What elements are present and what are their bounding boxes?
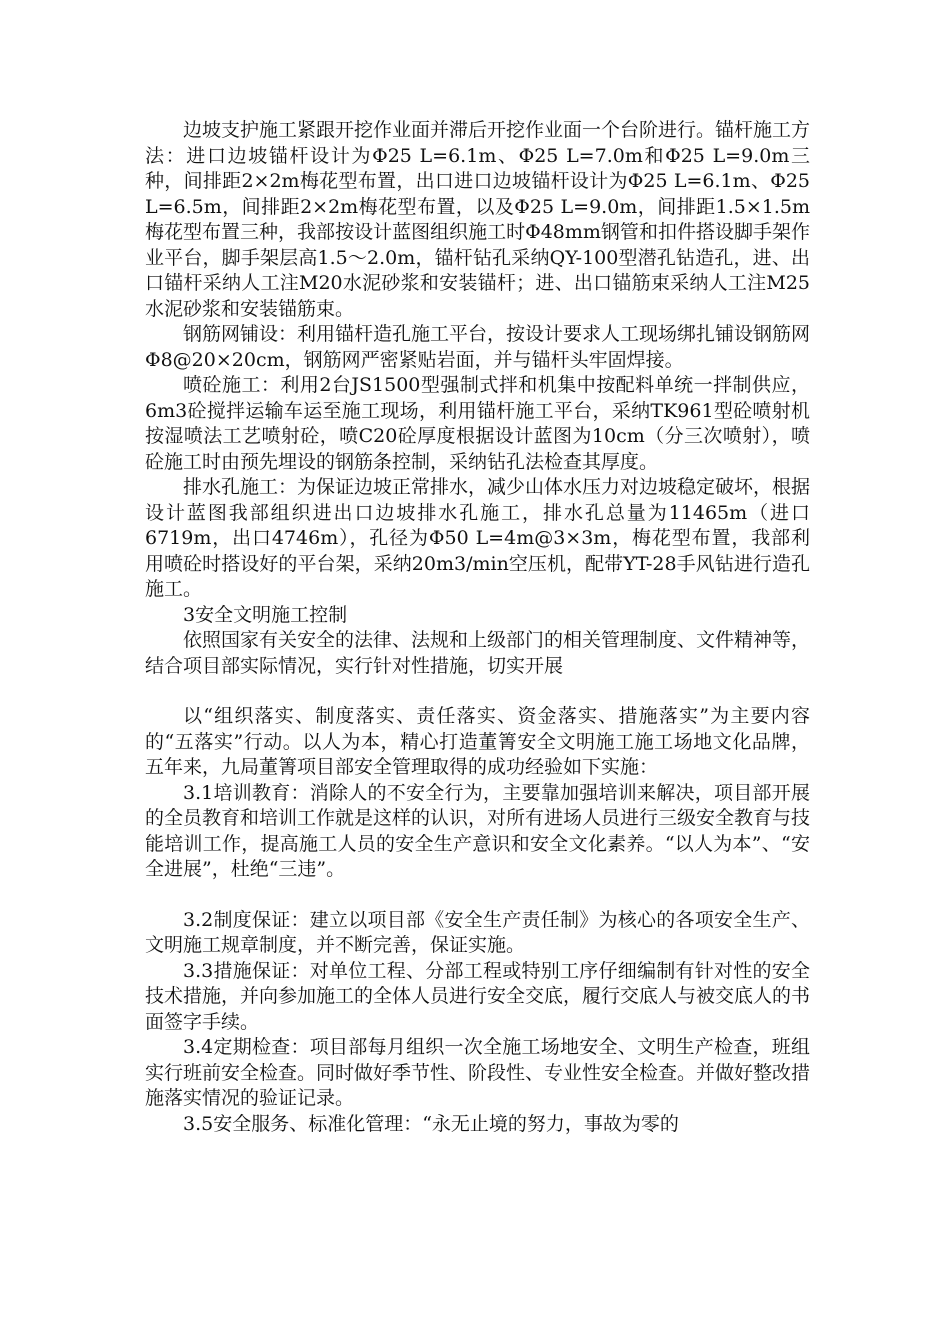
- paragraph-system-guarantee: 3.2制度保证：建立以项目部《安全生产责任制》为核心的各项安全生产、文明施工规章制度，并不断完善，保证实施。: [145, 908, 810, 956]
- paragraph-slope-support: 边坡支护施工紧跟开挖作业面并滞后开挖作业面一个台阶进行。锚杆施工方法：进口边坡锚杆设计为Φ25 L=6.1m、Φ25 L=7.0m和Φ25 L=9.0m三种，间排距2×2m梅花型布置，出口进口边坡锚杆设计为Φ25 L=6.1m、Φ25 L=6.5m，间排距2×2m梅花型布置，以及Φ25 L=9.0m，间排距1.5×1.5m梅花型布置三种，我部按设计蓝图组织施工时Φ48mm钢管和扣件搭设脚手架作业平台，脚手架层高1.5～2.0m，锚杆钻孔采纳QY-100型潜孔钻造孔，进、出口锚杆采纳人工注M20水泥砂浆和安装锚杆；进、出口锚筋束采纳人工注M25水泥砂浆和安装锚筋束。: [145, 119, 811, 320]
- paragraph-safety-service: 3.5安全服务、标准化管理：“永无止境的努力，事故为零的: [183, 1112, 679, 1135]
- document-body: [145, 118, 810, 1137]
- paragraph-steel-mesh: 钢筋网铺设：利用锚杆造孔施工平台，按设计要求人工现场绑扎铺设钢筋网Φ8@20×20cm，钢筋网严密紧贴岩面，并与锚杆头牢固焊接。: [145, 323, 811, 371]
- section-heading-safety: 3安全文明施工控制: [183, 603, 348, 626]
- paragraph-measures-guarantee: 3.3措施保证：对单位工程、分部工程或特别工序仔细编制有针对性的安全技术措施，并向参加施工的全体人员进行安全交底，履行交底人与被交底人的书面签字手续。: [145, 959, 811, 1033]
- paragraph-five-implementations: 以“组织落实、制度落实、责任落实、资金落实、措施落实”为主要内容的“五落实”行动。以人为本，精心打造董箐安全文明施工施工场地文化品牌，五年来，九局董箐项目部安全管理取得的成功经验如下实施：: [145, 705, 810, 778]
- paragraph-training: 3.1培训教育：消除人的不安全行为，主要靠加强培训来解决，项目部开展的全员教育和培训工作就是这样的认识，对所有进场人员进行三级安全教育与技能培训工作，提高施工人员的安全生产意识和安全文化素养。“以人为本”、“安全进展”，杜绝“三违”。: [145, 781, 811, 880]
- paragraph-drainage-holes: 排水孔施工：为保证边坡正常排水，减少山体水压力对边坡稳定破坏，根据设计蓝图我部组织进出口边坡排水孔施工，排水孔总量为11465m（进口6719m，出口4746m），孔径为Φ50 L=4m@3×3m，梅花型布置，我部利用喷砼时搭设好的平台架，采纳20m3/min空压机，配带YT-28手风钻进行造孔施工。: [145, 476, 811, 600]
- paragraph-regular-inspection: 3.4定期检查：项目部每月组织一次全施工场地安全、文明生产检查，班组实行班前安全检查。同时做好季节性、阶段性、专业性安全检查。并做好整改措施落实情况的验证记录。: [145, 1036, 811, 1109]
- paragraph-safety-intro: 依照国家有关安全的法律、法规和上级部门的相关管理制度、文件精神等，结合项目部实际情况，实行针对性措施，切实开展: [145, 629, 811, 677]
- paragraph-shotcrete: 喷砼施工：利用2台JS1500型强制式拌和机集中按配料单统一拌制供应，6m3砼搅拌运输车运至施工现场，利用锚杆施工平台，采纳TK961型砼喷射机按湿喷法工艺喷射砼，喷C20砼厚度根据设计蓝图为10cm（分三次喷射），喷砼施工时由预先埋设的钢筋条控制，采纳钻孔法检查其厚度。: [145, 374, 810, 473]
